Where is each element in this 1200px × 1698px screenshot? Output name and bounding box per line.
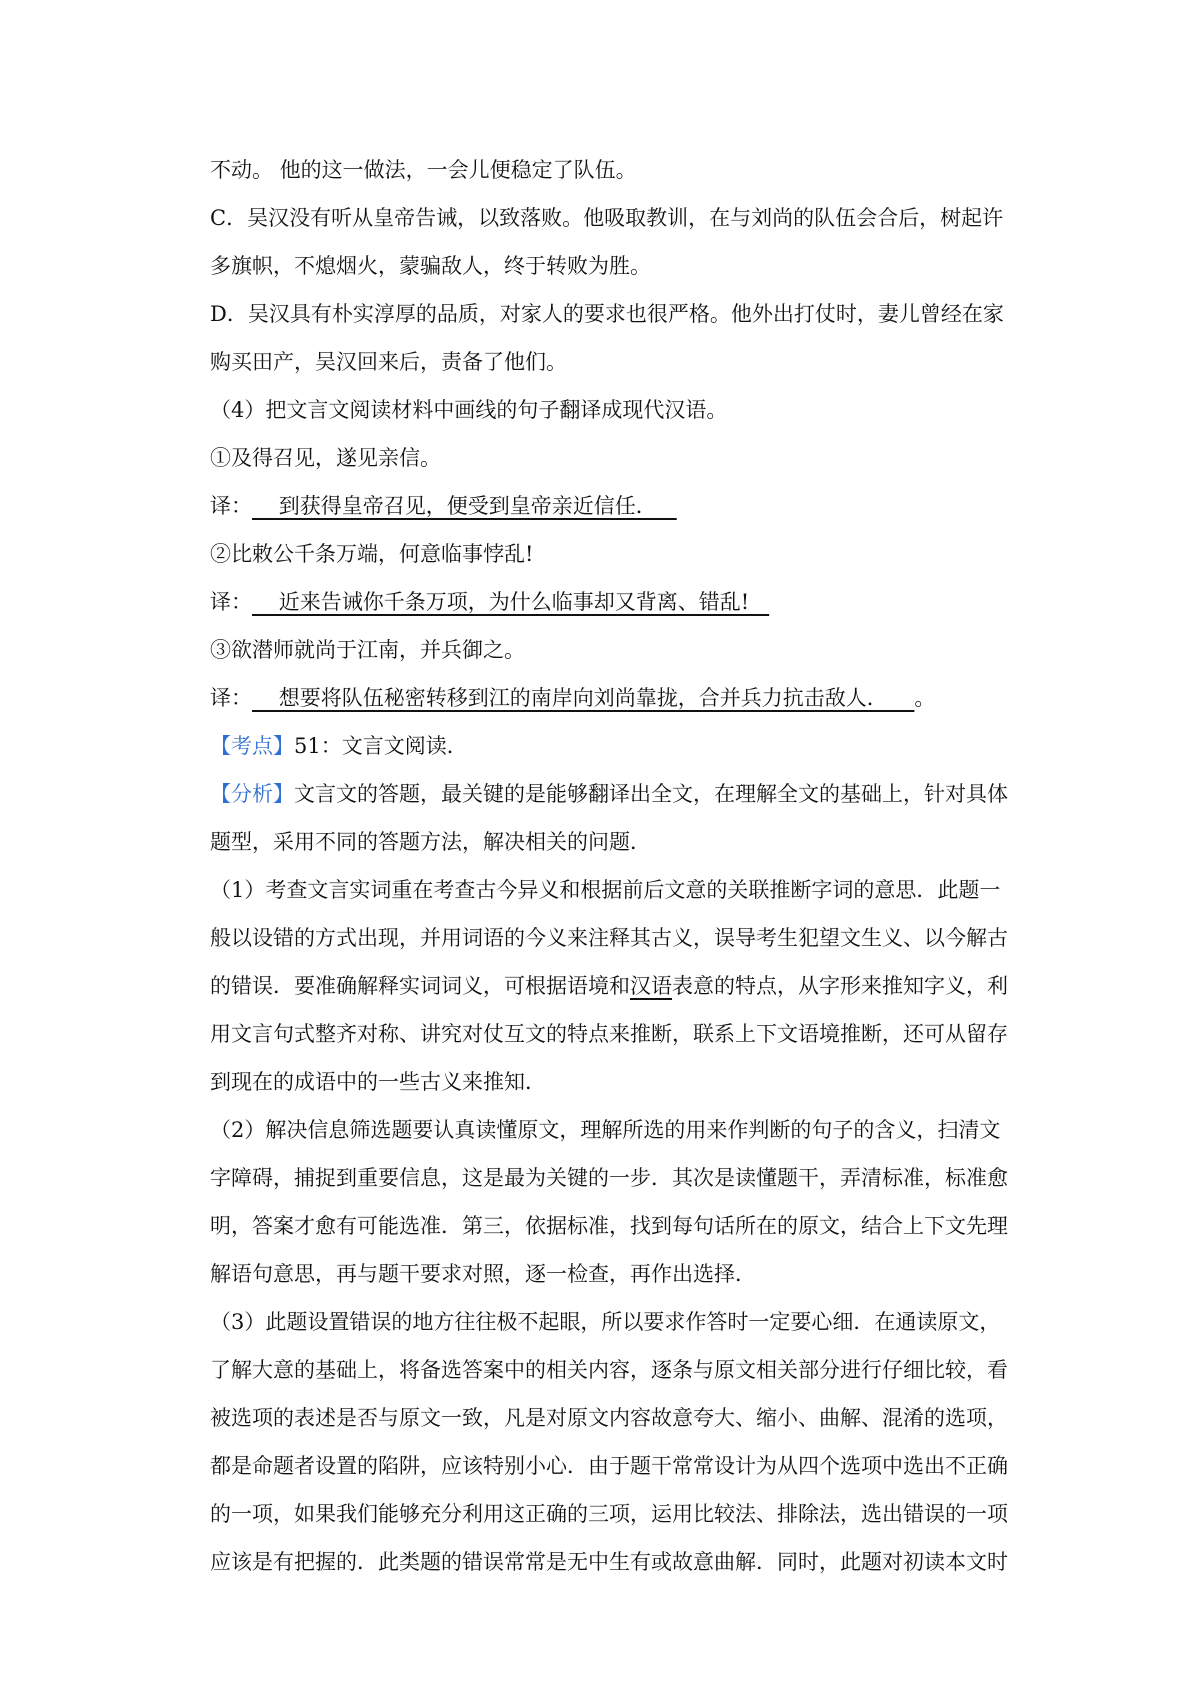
translation-label: 译： [210, 494, 252, 518]
translation-2 [210, 582, 1010, 630]
question-4-prompt: （4）把文言文阅读材料中画线的句子翻译成现代汉语。 [210, 398, 728, 422]
text-line: 应该是有把握的．此类题的错误常常是无中生有或故意曲解．同时，此题对初读本文时 [210, 1550, 1008, 1574]
text-line: 了解大意的基础上，将备选答案中的相关内容，逐条与原文相关部分进行仔细比较，看 [210, 1358, 1008, 1382]
text-line: 解语句意思，再与题干要求对照，逐一检查，再作出选择． [210, 1262, 756, 1286]
document-body [210, 150, 1010, 1590]
text-line: 字障碍，捕捉到重要信息，这是最为关键的一步．其次是读懂题干，弄清标准，标准愈 [210, 1166, 1008, 1190]
text-line: 被选项的表述是否与原文一致，凡是对原文内容故意夸大、缩小、曲解、混淆的选项， [210, 1406, 1008, 1430]
translation-answer: 近来告诫你千条万项，为什么临事却又背离、错乱! [252, 590, 770, 614]
fenxi-tag: 【分析】 [210, 782, 294, 806]
text-line: 的一项，如果我们能够充分利用这正确的三项，运用比较法、排除法，选出错误的一项 [210, 1502, 1008, 1526]
text-line: 用文言句式整齐对称、讲究对仗互文的特点来推断，联系上下文语境推断，还可从留存 [210, 1022, 1008, 1046]
text-segment: 的错误．要准确解释实词词义，可根据语境和 [210, 974, 630, 998]
option-d-line-1: D．吴汉具有朴实淳厚的品质，对家人的要求也很严格。他外出打仗时，妻儿曾经在家 [210, 302, 1004, 326]
translation-answer: 想要将队伍秘密转移到江的南岸向刘尚靠拢，合并兵力抗击敌人． [252, 686, 915, 710]
translation-answer: 到获得皇帝召见，便受到皇帝亲近信任． [252, 494, 677, 518]
fenxi-line [210, 774, 1010, 822]
text-line: 都是命题者设置的陷阱，应该特别小心．由于题干常常设计为从四个选项中选出不正确 [210, 1454, 1008, 1478]
text-line: 到现在的成语中的一些古义来推知． [210, 1070, 546, 1094]
option-c-line-1: C．吴汉没有听从皇帝告诫，以致落败。他吸取教训，在与刘尚的队伍会合后，树起许 [210, 206, 1004, 230]
text-line: （1）考查文言实词重在考查古今异义和根据前后文意的关联推断字词的意思．此题一 [210, 878, 1001, 902]
sentence-3: ③欲潜师就尚于江南，并兵御之。 [210, 638, 525, 662]
kaodian-tag: 【考点】 [210, 734, 294, 758]
translation-label: 译： [210, 590, 252, 614]
text-line: 不动。 他的这一做法，一会儿便稳定了队伍。 [210, 158, 637, 182]
text-line: 题型，采用不同的答题方法，解决相关的问题． [210, 830, 651, 854]
fenxi-text: 文言文的答题，最关键的是能够翻译出全文，在理解全文的基础上，针对具体 [294, 782, 1008, 806]
translation-label: 译： [210, 686, 252, 710]
text-line: （3）此题设置错误的地方往往极不起眼，所以要求作答时一定要心细．在通读原文， [210, 1310, 1001, 1334]
option-d-line-2: 购买田产，吴汉回来后，责备了他们。 [210, 350, 567, 374]
translation-1 [210, 486, 1010, 534]
translation-3 [210, 678, 1010, 726]
text-line: 明，答案才愈有可能选准．第三，依据标准，找到每句话所在的原文，结合上下文先理 [210, 1214, 1008, 1238]
kaodian-line [210, 726, 1010, 774]
text-line [210, 966, 1010, 1014]
text-line: （2）解决信息筛选题要认真读懂原文，理解所选的用来作判断的句子的含义，扫清文 [210, 1118, 1001, 1142]
hanyu-link[interactable]: 汉语 [630, 974, 672, 998]
sentence-2: ②比敕公千条万端，何意临事悖乱! [210, 542, 534, 566]
text-line: 般以设错的方式出现，并用词语的今义来注释其古义，误导考生犯望文生义、以今解古 [210, 926, 1008, 950]
translation-end-mark: 。 [914, 686, 936, 710]
kaodian-text: 51：文言文阅读． [294, 734, 468, 758]
sentence-1: ①及得召见，遂见亲信。 [210, 446, 441, 470]
text-segment: 表意的特点，从字形来推知字义，利 [672, 974, 1008, 998]
option-c-line-2: 多旗帜，不熄烟火，蒙骗敌人，终于转败为胜。 [210, 254, 651, 278]
